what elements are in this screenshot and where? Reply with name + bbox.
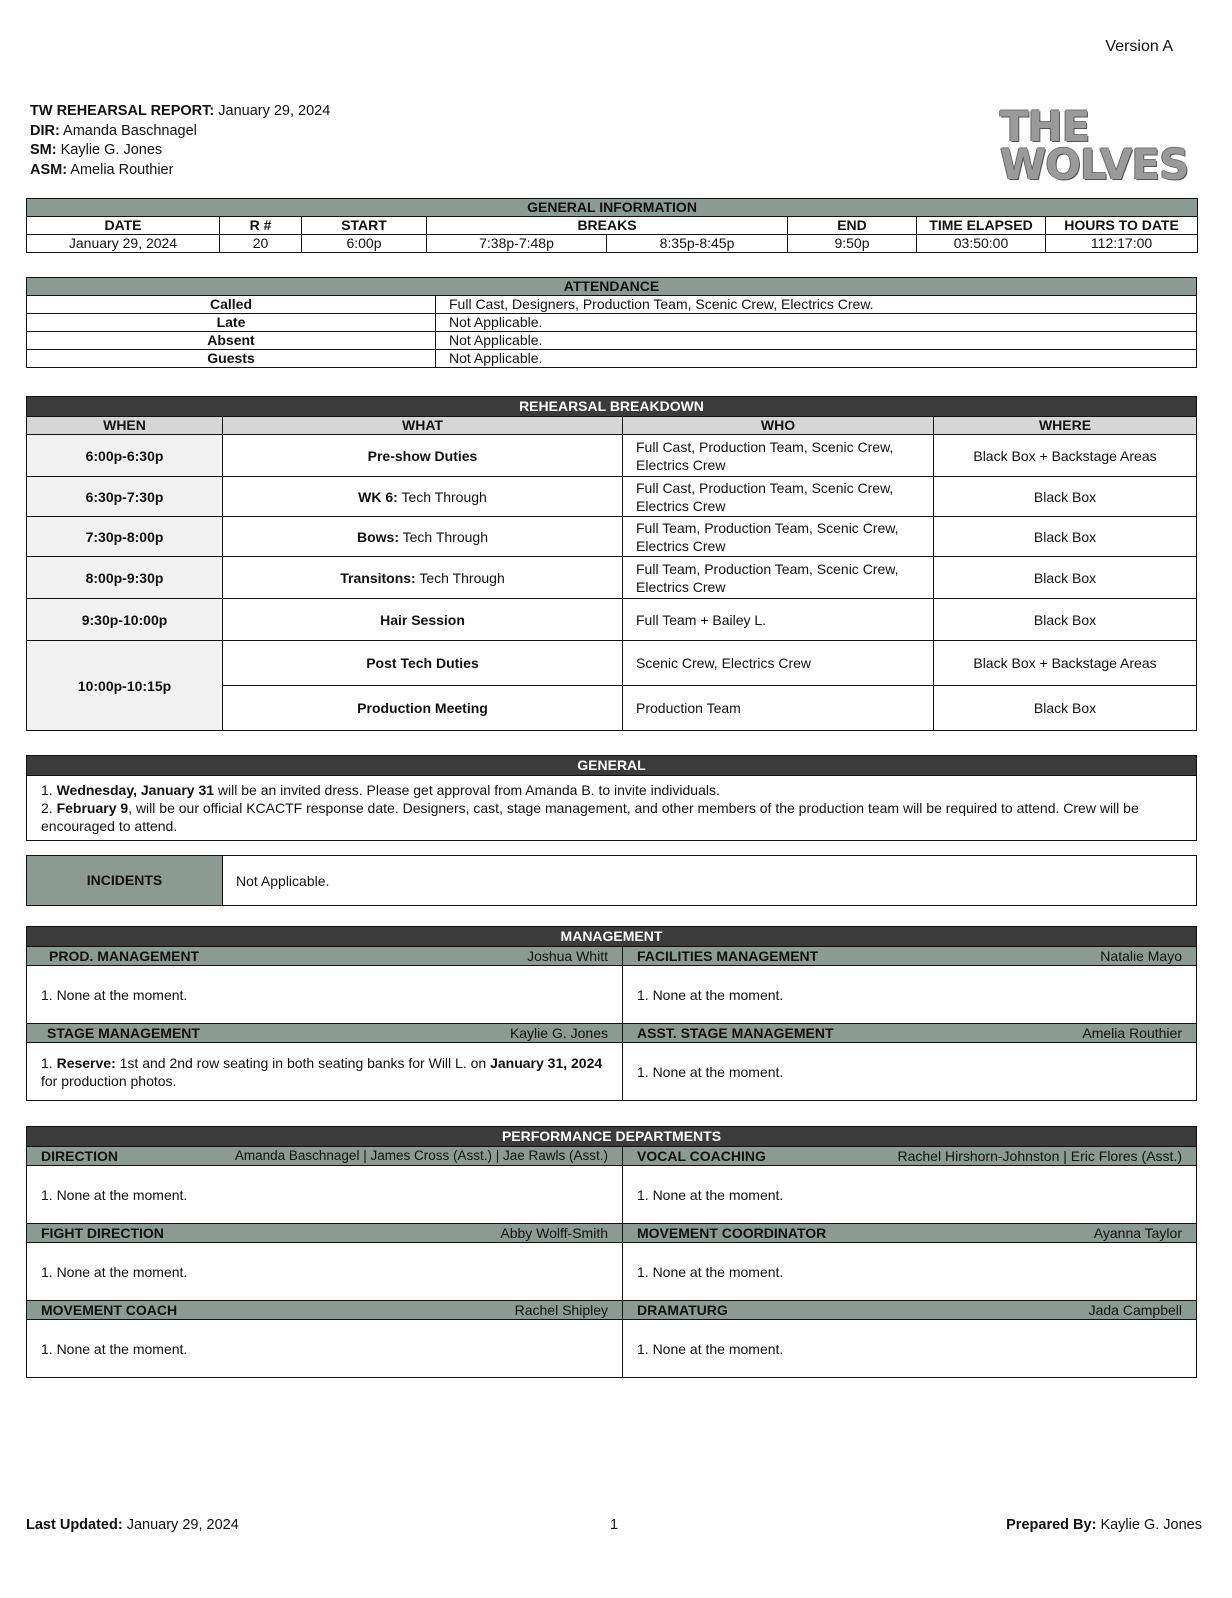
dept-lead: Abby Wolff-Smith xyxy=(500,1225,608,1241)
dept-note: 1. None at the moment. xyxy=(623,1320,1197,1378)
dept-lead: Kaylie G. Jones xyxy=(509,1025,608,1041)
facilities-management-header xyxy=(623,947,1197,966)
what-cell xyxy=(223,517,623,557)
dept-note: 1. None at the moment. xyxy=(623,1243,1197,1301)
col-breaks: BREAKS xyxy=(427,217,788,235)
general-title: GENERAL xyxy=(27,756,1197,776)
dept-note: 1. None at the moment. xyxy=(27,1320,623,1378)
break-2-value: 8:35p-8:45p xyxy=(607,235,788,253)
stage-management-header xyxy=(27,1024,623,1043)
table-row xyxy=(27,599,1197,641)
dept-note: 1. None at the moment. xyxy=(27,1243,623,1301)
what-cell xyxy=(223,599,623,641)
what-bold: Post Tech Duties xyxy=(366,655,479,671)
stage-management-note xyxy=(27,1043,623,1101)
who-cell: Full Team + Bailey L. xyxy=(623,599,934,641)
general-note-2 xyxy=(41,799,1182,835)
where-cell: Black Box xyxy=(934,686,1197,731)
version-label: Version A xyxy=(1105,38,1173,55)
who-cell: Scenic Crew, Electrics Crew xyxy=(623,641,934,686)
table-row xyxy=(27,557,1197,599)
dept-note: 1. None at the moment. xyxy=(623,1166,1197,1224)
table-row xyxy=(27,435,1197,477)
attendance-value: Not Applicable. xyxy=(436,332,1197,350)
what-bold: Bows: xyxy=(357,528,399,545)
what-bold: Pre-show Duties xyxy=(367,447,478,464)
dept-lead: Natalie Mayo xyxy=(1100,948,1182,964)
note-text: , will be our official KCACTF response date. Designers, cast, stage management, and other members of the production team will be required to attend. Crew will be encouraged to attend. xyxy=(41,800,1139,834)
what-bold: Hair Session xyxy=(380,611,465,628)
note-bold: January 31, 2024 xyxy=(490,1054,603,1071)
time-elapsed-value: 03:50:00 xyxy=(917,235,1046,253)
what-text: Tech Through xyxy=(415,569,505,586)
what-bold: Production Meeting xyxy=(357,700,488,716)
dept-lead: Rachel Shipley xyxy=(514,1302,608,1318)
general-information-table xyxy=(26,198,1198,253)
dept-lead: Ayanna Taylor xyxy=(1093,1225,1182,1241)
hours-to-date-value: 112:17:00 xyxy=(1046,235,1198,253)
dept-note: 1. None at the moment. xyxy=(27,1166,623,1224)
note-number: 1. xyxy=(41,1054,57,1071)
who-cell: Full Team, Production Team, Scenic Crew, Electrics Crew xyxy=(623,557,934,599)
attendance-value: Not Applicable. xyxy=(436,350,1197,368)
attendance-label: Called xyxy=(27,296,436,314)
dept-title: DRAMATURG xyxy=(637,1302,728,1318)
col-when: WHEN xyxy=(27,417,223,435)
attendance-label: Absent xyxy=(27,332,436,350)
vocal-coaching-header xyxy=(623,1147,1197,1166)
dept-lead: Amelia Routhier xyxy=(1082,1025,1182,1041)
what-text: Tech Through xyxy=(397,488,487,505)
col-time-elapsed: TIME ELAPSED xyxy=(917,217,1046,235)
management-title: MANAGEMENT xyxy=(27,927,1197,947)
incidents-label: INCIDENTS xyxy=(27,856,223,906)
where-cell: Black Box xyxy=(934,557,1197,599)
movement-coordinator-header xyxy=(623,1224,1197,1243)
dept-lead: Joshua Whitt xyxy=(527,948,608,964)
rehearsal-breakdown-title: REHEARSAL BREAKDOWN xyxy=(27,397,1197,417)
note-date: Wednesday, January 31 xyxy=(56,782,215,798)
attendance-label: Late xyxy=(27,314,436,332)
updated-date: January 29, 2024 xyxy=(126,1517,239,1533)
date-value: January 29, 2024 xyxy=(27,235,220,253)
what-cell xyxy=(223,557,623,599)
general-notes-table xyxy=(26,755,1197,841)
dept-note: 1. None at the moment. xyxy=(27,966,623,1024)
when-cell: 9:30p-10:00p xyxy=(27,599,223,641)
director: Amanda Baschnagel xyxy=(63,122,197,139)
who-cell: Full Cast, Production Team, Scenic Crew, Electrics Crew xyxy=(623,477,934,517)
dept-lead: Rachel Hirshorn-Johnston | Eric Flores (Asst.) xyxy=(897,1148,1182,1164)
what-cell xyxy=(223,686,623,731)
dept-title: FIGHT DIRECTION xyxy=(41,1225,164,1241)
who-cell: Production Team xyxy=(623,686,934,731)
last-updated xyxy=(26,1517,239,1533)
general-information-title: GENERAL INFORMATION xyxy=(27,199,1198,217)
logo-line-1: THE xyxy=(1000,102,1090,151)
when-cell: 8:00p-9:30p xyxy=(27,557,223,599)
who-cell: Full Team, Production Team, Scenic Crew, Electrics Crew xyxy=(623,517,934,557)
general-notes xyxy=(27,776,1197,841)
dramaturg-header xyxy=(623,1301,1197,1320)
rehearsal-breakdown-table xyxy=(26,396,1197,731)
attendance-table xyxy=(26,277,1197,368)
where-cell: Black Box xyxy=(934,477,1197,517)
table-row xyxy=(27,641,1197,686)
note-bold: Reserve: xyxy=(56,1054,116,1071)
note-text: for production photos. xyxy=(41,1072,177,1089)
dir-label: DIR: xyxy=(30,122,60,139)
attendance-label: Guests xyxy=(27,350,436,368)
break-1-value: 7:38p-7:48p xyxy=(427,235,607,253)
prepared-name: Kaylie G. Jones xyxy=(1100,1517,1202,1533)
when-cell: 6:30p-7:30p xyxy=(27,477,223,517)
logo-line-2: WOLVES xyxy=(1000,140,1189,189)
col-date: DATE xyxy=(27,217,220,235)
attendance-value: Not Applicable. xyxy=(436,314,1197,332)
what-cell xyxy=(223,435,623,477)
when-cell: 10:00p-10:15p xyxy=(27,641,223,731)
start-value: 6:00p xyxy=(302,235,427,253)
col-hours-to-date: HOURS TO DATE xyxy=(1046,217,1198,235)
note-number: 1. xyxy=(41,782,57,798)
table-row xyxy=(27,477,1197,517)
dept-lead: Amanda Baschnagel | James Cross (Asst.) | Jae Rawls (Asst.) xyxy=(234,1148,608,1163)
note-text: will be an invited dress. Please get approval from Amanda B. to invite individuals. xyxy=(214,782,720,798)
who-cell: Full Cast, Production Team, Scenic Crew, Electrics Crew xyxy=(623,435,934,477)
col-end: END xyxy=(788,217,917,235)
when-cell: 7:30p-8:00p xyxy=(27,517,223,557)
report-header xyxy=(30,102,330,180)
what-bold: WK 6: xyxy=(358,488,398,505)
dept-lead: Jada Campbell xyxy=(1088,1302,1182,1318)
dept-title: ASST. STAGE MANAGEMENT xyxy=(637,1025,834,1041)
performance-title: PERFORMANCE DEPARTMENTS xyxy=(27,1127,1197,1147)
attendance-value: Full Cast, Designers, Production Team, Scenic Crew, Electrics Crew. xyxy=(436,296,1197,314)
movement-coach-header xyxy=(27,1301,623,1320)
sm-label: SM: xyxy=(30,142,57,158)
incidents-value: Not Applicable. xyxy=(223,856,1197,906)
performance-departments-table xyxy=(26,1126,1197,1378)
management-table xyxy=(26,926,1197,1101)
note-date: February 9 xyxy=(56,800,129,816)
asst-stage-management-header xyxy=(623,1024,1197,1043)
what-text: Tech Through xyxy=(399,528,488,545)
where-cell: Black Box + Backstage Areas xyxy=(934,641,1197,686)
what-cell xyxy=(223,477,623,517)
note-number: 2. xyxy=(41,800,57,816)
dept-title: VOCAL COACHING xyxy=(637,1148,766,1164)
note-text: 1st and 2nd row seating in both seating banks for Will L. on xyxy=(115,1054,491,1071)
col-where: WHERE xyxy=(934,417,1197,435)
fight-direction-header xyxy=(27,1224,623,1243)
col-who: WHO xyxy=(623,417,934,435)
asst-stage-manager: Amelia Routhier xyxy=(70,161,174,178)
dept-title: MOVEMENT COACH xyxy=(41,1302,178,1318)
where-cell: Black Box xyxy=(934,599,1197,641)
prepared-by xyxy=(1006,1517,1202,1533)
attendance-title: ATTENDANCE xyxy=(27,278,1197,296)
incidents-table xyxy=(26,855,1197,906)
page-number: 1 xyxy=(610,1517,619,1533)
end-value: 9:50p xyxy=(788,235,917,253)
the-wolves-logo xyxy=(1000,102,1200,190)
dept-note: 1. None at the moment. xyxy=(623,1043,1197,1101)
col-r: R # xyxy=(220,217,302,235)
table-row xyxy=(27,517,1197,557)
prod-management-header xyxy=(27,947,623,966)
what-bold: Transitons: xyxy=(340,569,416,586)
general-note-1 xyxy=(41,781,1182,799)
stage-manager: Kaylie G. Jones xyxy=(60,142,163,158)
dept-title: MOVEMENT COORDINATOR xyxy=(637,1225,827,1241)
where-cell: Black Box xyxy=(934,517,1197,557)
what-cell xyxy=(223,641,623,686)
dept-note: 1. None at the moment. xyxy=(623,966,1197,1024)
when-cell: 6:00p-6:30p xyxy=(27,435,223,477)
dept-title: FACILITIES MANAGEMENT xyxy=(637,948,819,964)
r-value: 20 xyxy=(220,235,302,253)
updated-label: Last Updated: xyxy=(26,1517,123,1533)
report-date: January 29, 2024 xyxy=(218,103,331,119)
dept-title: STAGE MANAGEMENT xyxy=(47,1025,200,1041)
dept-title: PROD. MANAGEMENT xyxy=(49,948,200,964)
where-cell: Black Box + Backstage Areas xyxy=(934,435,1197,477)
col-start: START xyxy=(302,217,427,235)
asm-label: ASM: xyxy=(30,161,68,178)
prepared-label: Prepared By: xyxy=(1006,1517,1097,1533)
report-label: TW REHEARSAL REPORT: xyxy=(30,103,215,119)
col-what: WHAT xyxy=(223,417,623,435)
dept-title: DIRECTION xyxy=(41,1148,118,1164)
direction-header xyxy=(27,1147,623,1166)
